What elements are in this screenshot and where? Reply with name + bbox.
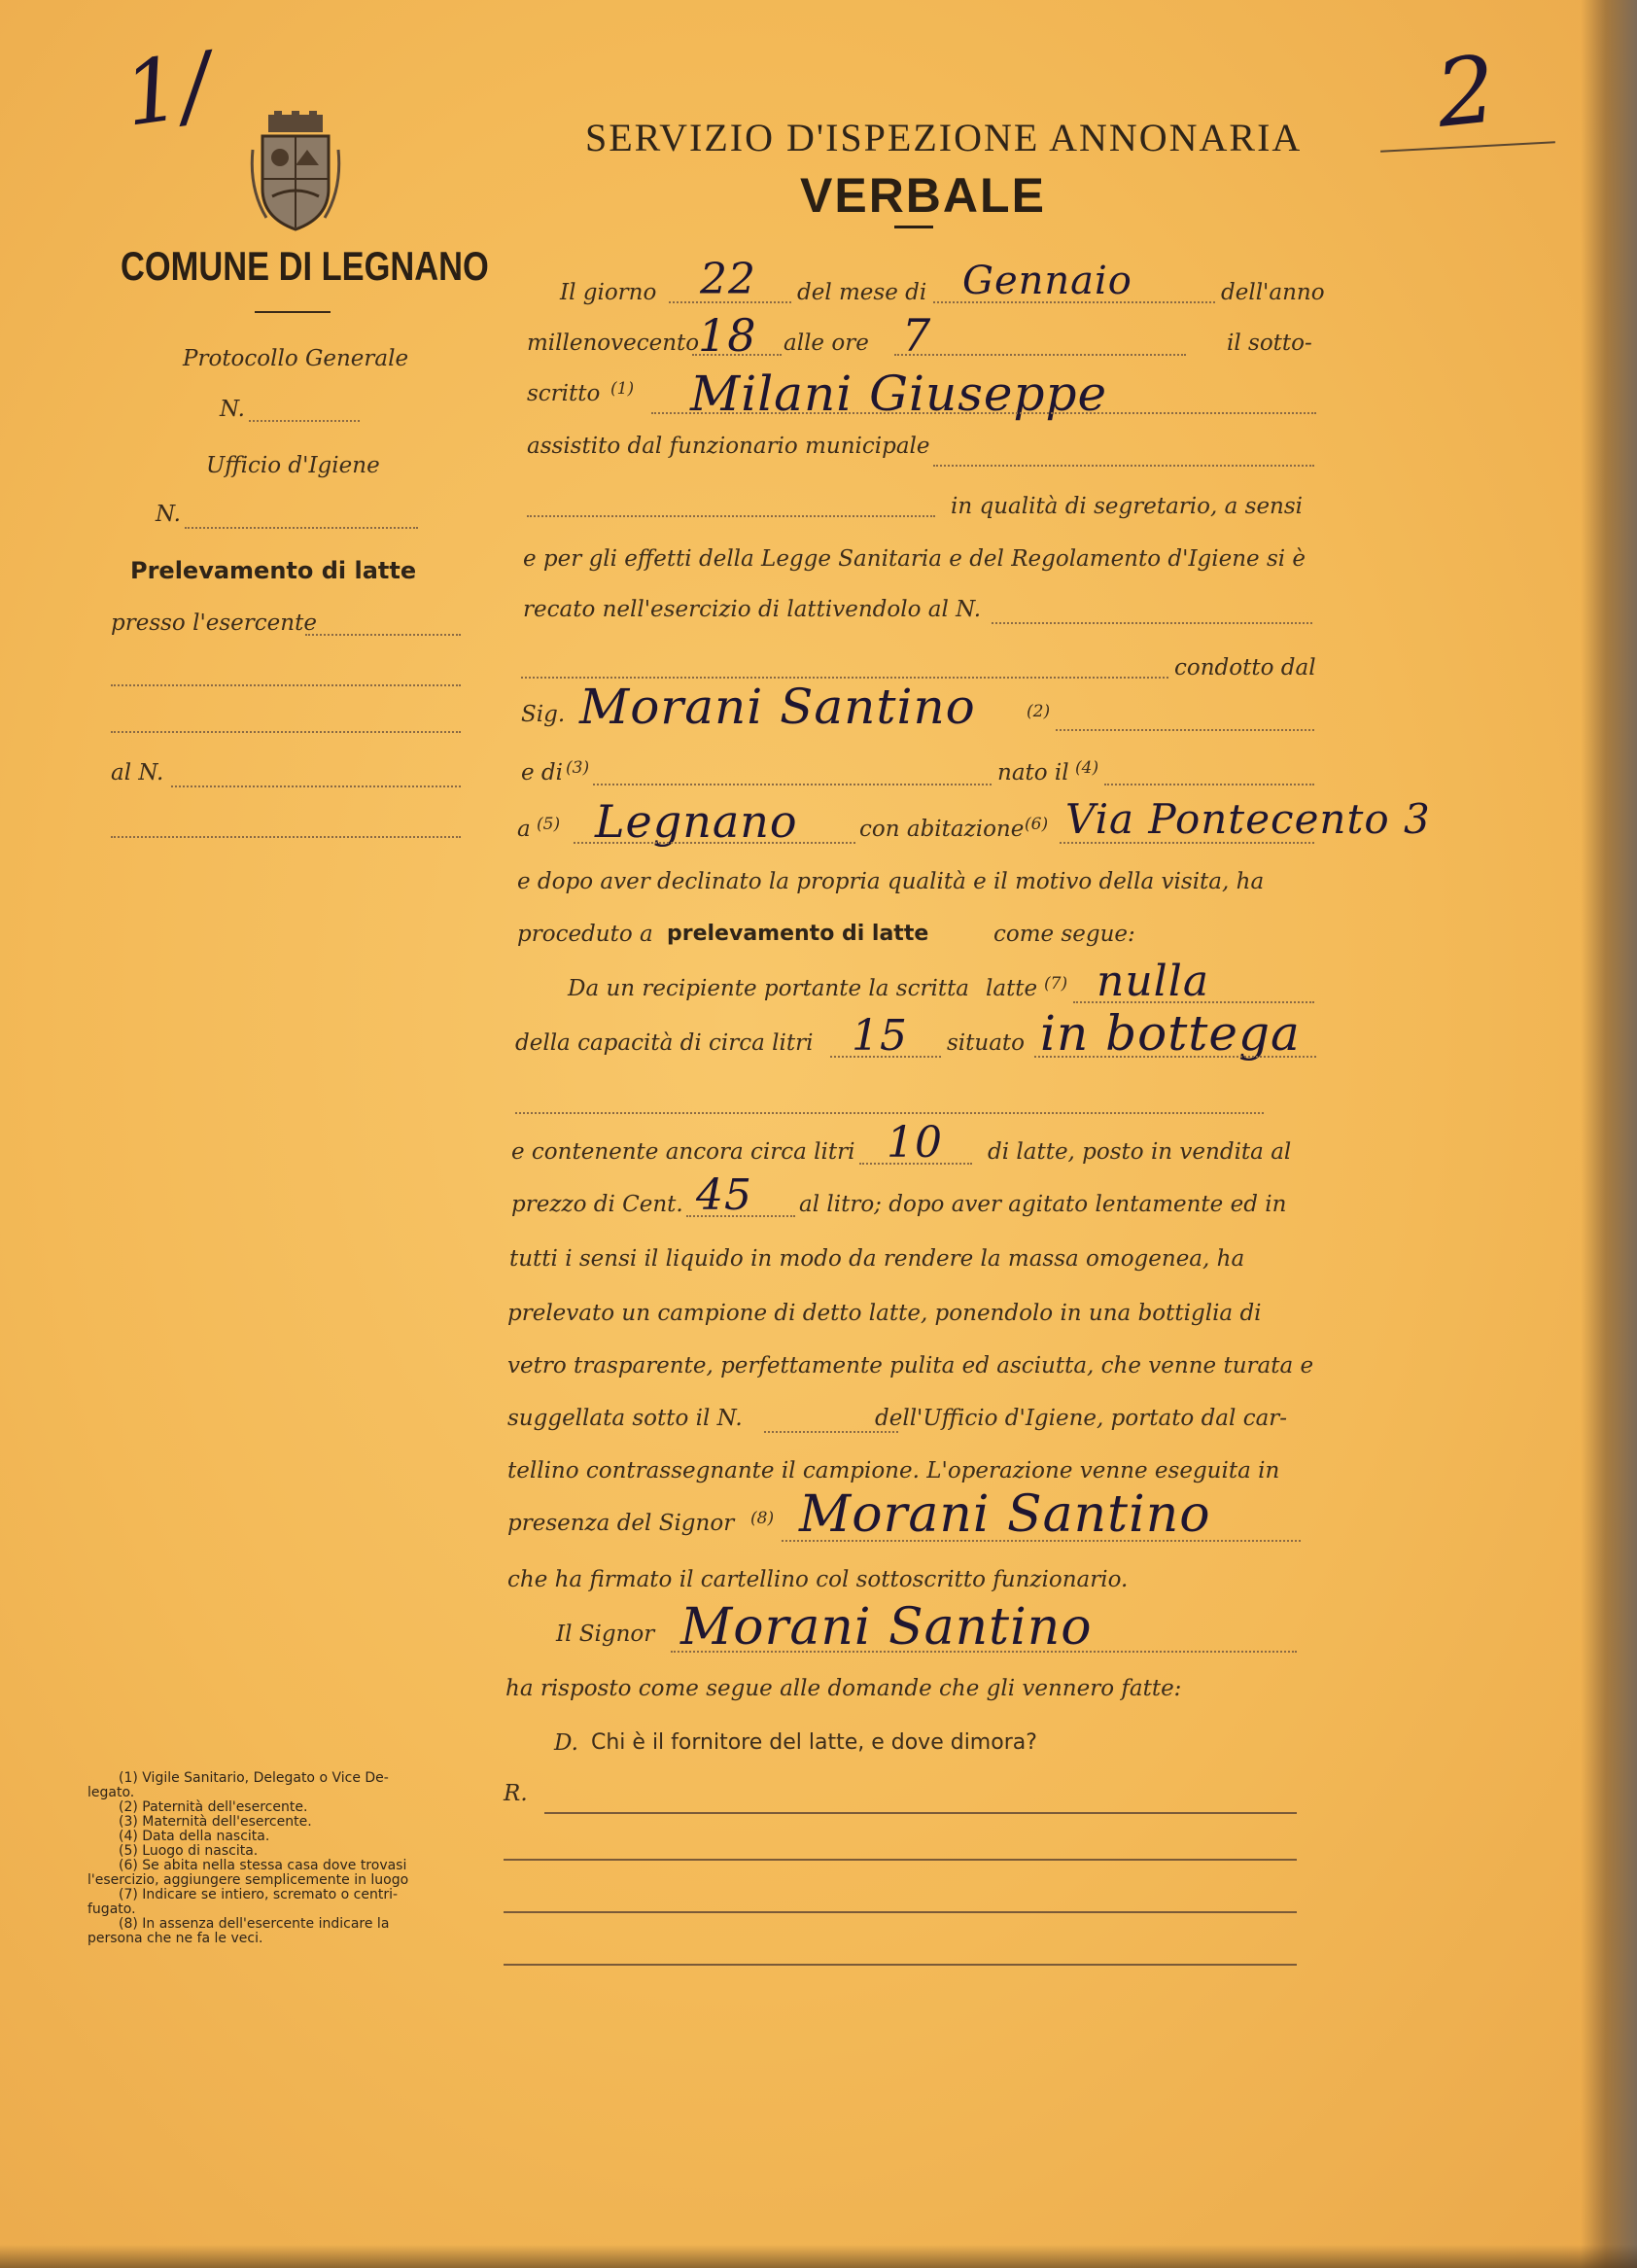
hour-value: 7 — [902, 309, 932, 362]
capacity-field — [830, 1056, 941, 1058]
campione-text: prelevato un campione di detto latte, ponendolo in una bottiglia di — [507, 1301, 1262, 1326]
footnotes — [87, 1771, 408, 1946]
hour-field — [894, 354, 1186, 356]
scritto-label: scritto — [527, 381, 601, 406]
presenza-label: presenza del Signor — [507, 1511, 735, 1536]
footnote: fugato. — [87, 1902, 136, 1917]
footnote: (2) Paternità dell'esercente. — [119, 1799, 308, 1815]
inspector-field — [651, 412, 1316, 414]
ref-2: (2) — [1027, 702, 1051, 721]
il-signor-label: Il Signor — [556, 1622, 655, 1647]
address-value: Via Pontecento 3 — [1065, 795, 1431, 843]
presso-field — [305, 634, 461, 636]
risposto-text: ha risposto come segue alle domande che gli vennero fatte: — [505, 1676, 1182, 1701]
domanda-label: D. — [554, 1730, 578, 1756]
day-value: 22 — [700, 255, 756, 304]
sigillo-n-field — [764, 1431, 898, 1433]
remaining-field — [859, 1163, 972, 1165]
ref-5: (5) — [537, 815, 561, 834]
corner-mark-right: 2 — [1431, 36, 1503, 149]
vendor-name: Morani Santino — [579, 679, 976, 735]
ufficio-n-field — [185, 527, 418, 529]
anno-label: dell'anno — [1221, 280, 1325, 305]
price-field — [686, 1215, 795, 1217]
ufficio-text: dell'Ufficio d'Igiene, portato dal car- — [875, 1406, 1288, 1431]
segretario-field — [527, 515, 935, 517]
suggellata-label: suggellata sotto il N. — [507, 1406, 743, 1431]
e-di-label: e di — [521, 760, 564, 785]
location-field — [1034, 1056, 1316, 1058]
cartellino-text: tellino contrassegnante il campione. L'operazione venne eseguita in — [507, 1458, 1280, 1483]
ufficio-n-label: N. — [156, 502, 181, 527]
location-field-2 — [515, 1112, 1264, 1114]
ref-7: (7) — [1044, 974, 1068, 994]
legge-text: e per gli effetti della Legge Sanitaria e del Regolamento d'Igiene si è — [523, 546, 1306, 572]
vetro-text: vetro trasparente, perfettamente pulita ed asciutta, che venne turata e — [507, 1353, 1314, 1378]
footnote: (3) Maternità dell'esercente. — [119, 1814, 312, 1830]
ufficio-label: Ufficio d'Igiene — [206, 453, 380, 478]
answer-line-4 — [504, 1964, 1297, 1966]
come-segue-label: come segue: — [993, 922, 1135, 947]
month-value: Gennaio — [962, 259, 1132, 303]
presso-field-3 — [111, 731, 461, 733]
ore-label: alle ore — [784, 331, 869, 356]
liquido-text: tutti i sensi il liquido in modo da rendere la massa omogenea, ha — [509, 1246, 1245, 1272]
assistito-label: assistito dal funzionario municipale — [527, 434, 930, 459]
mese-label: del mese di — [797, 280, 927, 305]
footnote: (7) Indicare se intiero, scremato o centri- — [119, 1887, 399, 1902]
label-text-field — [1073, 1001, 1314, 1003]
footnote: (5) Luogo di nascita. — [119, 1843, 259, 1859]
witness-field — [782, 1540, 1301, 1542]
ref-3: (3) — [566, 758, 590, 778]
birthplace-value: Legnano — [595, 795, 798, 848]
capacita-label: della capacità di circa litri — [515, 1030, 814, 1056]
inspector-name: Milani Giuseppe — [690, 366, 1108, 422]
millenovecento-label: millenovecento — [527, 331, 700, 356]
presso-label: presso l'esercente — [111, 611, 317, 636]
protocollo-n-label: N. — [220, 397, 245, 422]
label-text-value: nulla — [1097, 957, 1210, 1006]
sotto-label: il sotto- — [1227, 331, 1312, 356]
answer-line-3 — [504, 1911, 1297, 1913]
footnote: l'esercizio, aggiungere semplicemente in luogo — [87, 1872, 409, 1888]
giorno-label: Il giorno — [560, 280, 657, 305]
prelevamento-bold: prelevamento di latte — [667, 922, 929, 946]
ref-1: (1) — [610, 379, 635, 399]
footnote: (6) Se abita nella stessa casa dove trovasi — [119, 1858, 407, 1873]
recato-text: recato nell'esercizio di lattivendolo al N. — [523, 597, 982, 622]
year-value: 18 — [698, 309, 757, 362]
respondent-field — [671, 1651, 1297, 1653]
ref-4: (4) — [1075, 758, 1099, 778]
remaining-value: 10 — [887, 1118, 943, 1168]
nato-label: nato il — [997, 760, 1069, 785]
presso-field-2 — [111, 684, 461, 686]
month-field — [933, 301, 1215, 303]
domanda-text: Chi è il fornitore del latte, e dove dimora? — [591, 1730, 1037, 1755]
location-value: in bottega — [1040, 1005, 1301, 1062]
maternita-field — [593, 784, 992, 785]
abitazione-label: con abitazione — [859, 817, 1025, 842]
subtitle-rule — [894, 226, 933, 228]
price-value: 45 — [696, 1170, 752, 1220]
protocollo-n-field — [249, 420, 360, 422]
year-field — [692, 354, 782, 356]
respondent-name: Morani Santino — [680, 1598, 1093, 1657]
vendor-field — [1056, 729, 1314, 731]
address-field — [1060, 842, 1314, 844]
birthplace-field — [574, 842, 855, 844]
footnote: (8) In assenza dell'esercente indicare la — [119, 1916, 390, 1932]
footnote: (4) Data della nascita. — [119, 1829, 270, 1844]
day-field — [669, 301, 791, 303]
condotto-label: condotto dal — [1174, 655, 1316, 680]
al-n-field-2 — [111, 836, 461, 838]
situato-label: situato — [947, 1030, 1026, 1056]
coat-of-arms-icon — [249, 111, 342, 232]
footnote: persona che ne fa le veci. — [87, 1931, 263, 1946]
latte-label: latte — [986, 976, 1038, 1001]
proceduto-label: proceduto a — [517, 922, 653, 947]
protocollo-label: Protocollo Generale — [183, 346, 409, 371]
risposta-label: R. — [504, 1781, 528, 1806]
paper-bottom-shadow — [0, 2245, 1637, 2268]
sig-label: Sig. — [521, 702, 566, 727]
contenente-label: e contenente ancora circa litri — [511, 1139, 855, 1165]
firmato-text: che ha firmato il cartellino col sottoscritto funzionario. — [507, 1567, 1129, 1592]
paper-edge-shadow — [1581, 0, 1637, 2268]
recipiente-text: Da un recipiente portante la scritta — [568, 976, 970, 1001]
prezzo-label: prezzo di Cent. — [511, 1192, 683, 1217]
prelevamento-heading: Prelevamento di latte — [130, 557, 417, 584]
capacity-value: 15 — [852, 1011, 908, 1061]
form-title: SERVIZIO D'ISPEZIONE ANNONARIA — [585, 116, 1303, 159]
answer-line-2 — [504, 1859, 1297, 1861]
al-litro-text: al litro; dopo aver agitato lentamente ed in — [799, 1192, 1287, 1217]
footnote: (1) Vigile Sanitario, Delegato o Vice De- — [119, 1770, 389, 1786]
answer-line-1 — [544, 1812, 1297, 1814]
divider — [255, 311, 331, 313]
footnote: legato. — [87, 1785, 135, 1800]
declinato-text: e dopo aver declinato la propria qualità e il motivo della visita, ha — [517, 869, 1265, 894]
a-label: a — [517, 817, 531, 842]
al-n-field — [171, 785, 461, 787]
vendita-label: di latte, posto in vendita al — [988, 1139, 1292, 1165]
nascita-field — [1104, 784, 1314, 785]
ref-6: (6) — [1025, 815, 1049, 834]
form-subtitle: VERBALE — [800, 168, 1046, 223]
segretario-label: in qualità di segretario, a sensi — [951, 494, 1304, 519]
comune-title: COMUNE DI LEGNANO — [121, 243, 489, 289]
corner-mark-left: 1/ — [118, 33, 219, 147]
witness-name: Morani Santino — [799, 1485, 1211, 1544]
al-n-label: al N. — [111, 760, 164, 785]
ref-8: (8) — [750, 1509, 775, 1528]
funzionario-field — [933, 465, 1314, 467]
esercizio-n-field — [992, 622, 1312, 624]
